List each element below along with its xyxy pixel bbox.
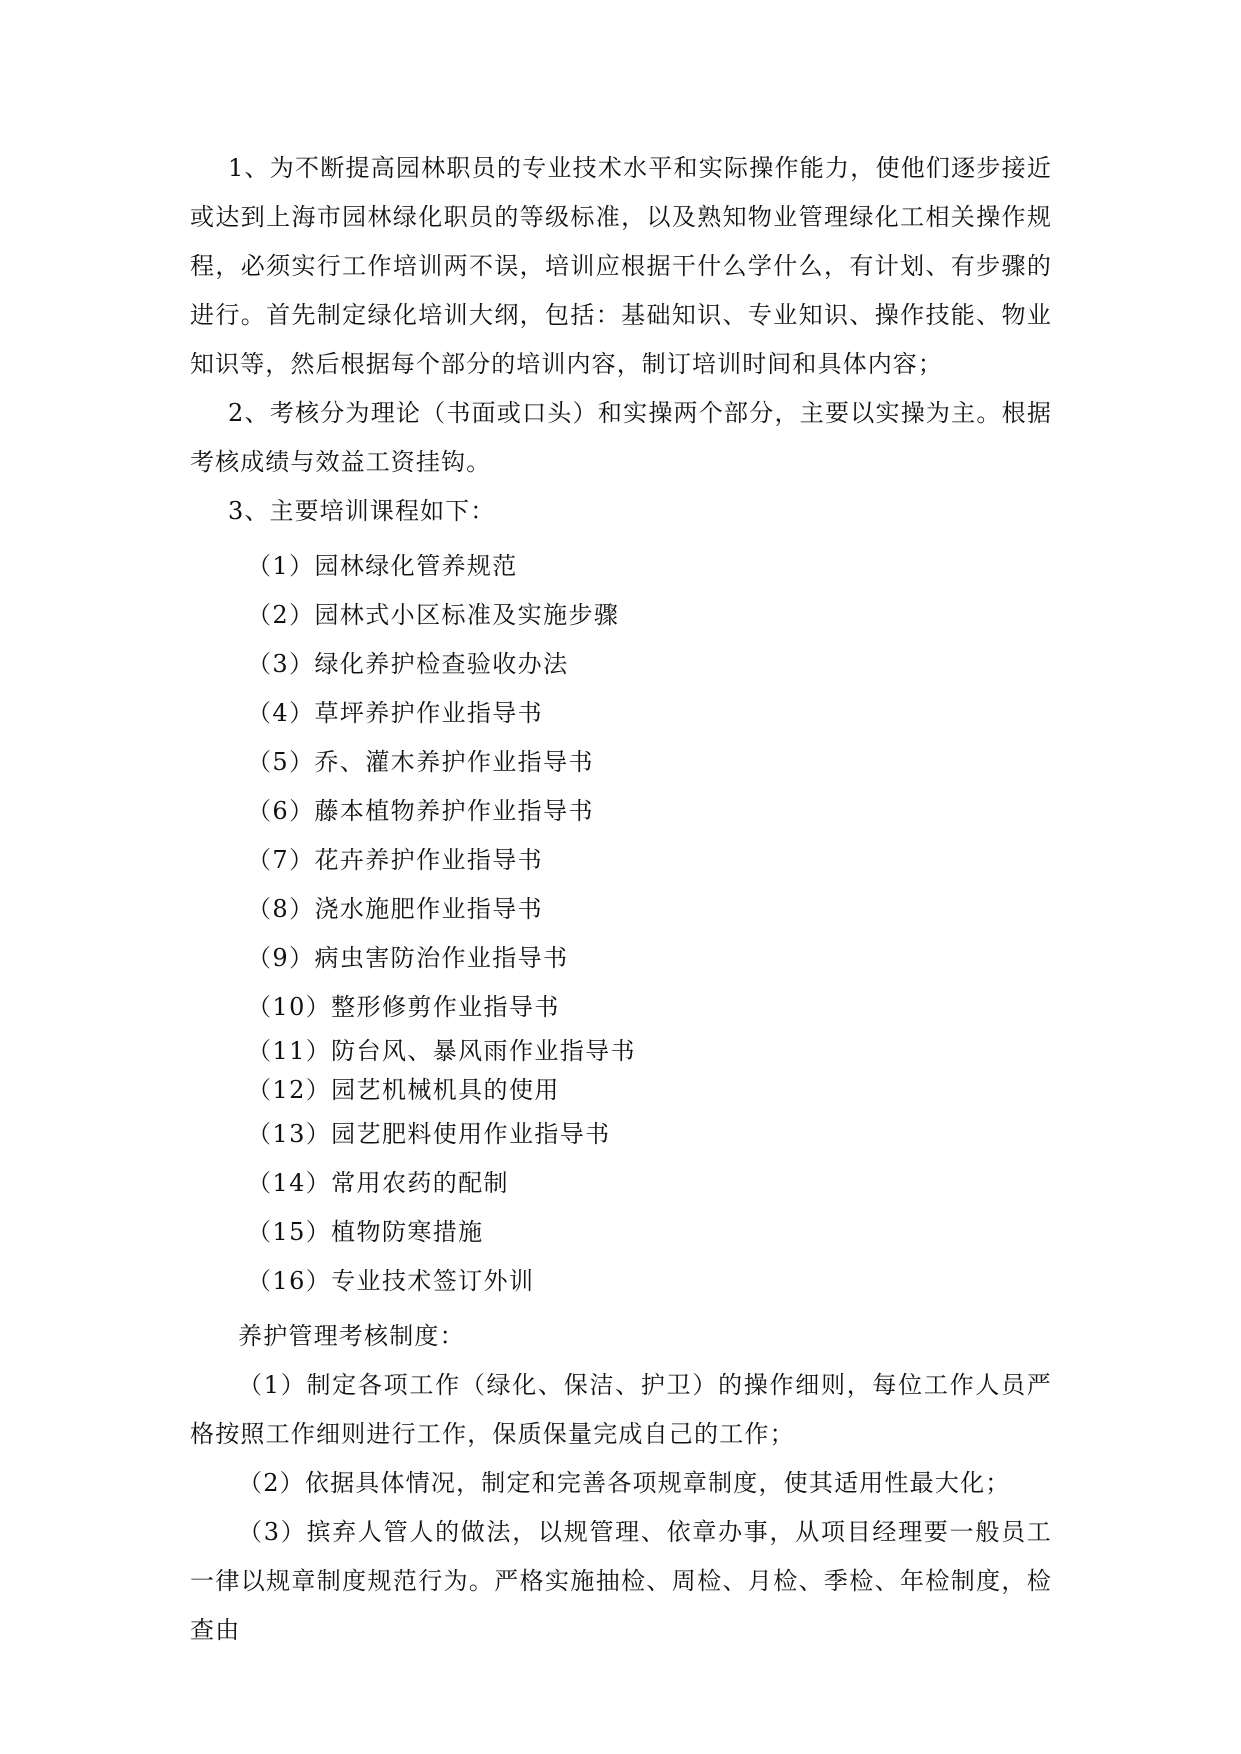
paragraph-courses-intro: 3、主要培训课程如下： — [228, 497, 496, 525]
course-item: （2）园林式小区标准及实施步骤 — [247, 601, 620, 629]
course-item: （14）常用农药的配制 — [247, 1169, 509, 1197]
course-item: （4）草坪养护作业指导书 — [247, 699, 544, 727]
course-item: （6）藤本植物养护作业指导书 — [247, 797, 594, 825]
course-item: （16）专业技术签订外训 — [247, 1267, 535, 1295]
course-item: （8）浇水施肥作业指导书 — [247, 895, 544, 923]
document-body — [190, 144, 1052, 1655]
paragraph-training-plan: 1、为不断提高园林职员的专业技术水平和实际操作能力，使他们逐步接近或达到上海市园林绿化职员的等级标准，以及熟知物业管理绿化工相关操作规程，必须实行工作培训两不误，培训应根据干什么学什么，有计划、有步骤的进行。首先制定绿化培训大纲，包括：基础知识、专业知识、操作技能、物业知识等，然后根据每个部分的培训内容，制订培训时间和具体内容； — [190, 154, 1052, 378]
course-item: （5）乔、灌木养护作业指导书 — [247, 748, 594, 776]
course-item: （11）防台风、暴风雨作业指导书 — [247, 1037, 636, 1065]
course-item: （10）整形修剪作业指导书 — [247, 993, 560, 1021]
course-item: （3）绿化养护检查验收办法 — [247, 650, 569, 678]
course-item: （1）园林绿化管养规范 — [247, 552, 518, 580]
course-item: （9）病虫害防治作业指导书 — [247, 944, 569, 972]
course-item: （7）花卉养护作业指导书 — [247, 846, 544, 874]
paragraph-assessment: 2、考核分为理论（书面或口头）和实操两个部分，主要以实操为主。根据考核成绩与效益工资挂钩。 — [190, 399, 1052, 476]
rule-paragraph: （1）制定各项工作（绿化、保洁、护卫）的操作细则，每位工作人员严格按照工作细则进行工作，保质保量完成自己的工作； — [190, 1371, 1052, 1448]
course-list — [190, 542, 1052, 1306]
section-title-maintenance-assessment: 养护管理考核制度： — [238, 1322, 465, 1350]
course-item: （15）植物防寒措施 — [247, 1218, 484, 1246]
course-item: （12）园艺机械机具的使用 — [247, 1076, 560, 1104]
rule-paragraph: （2）依据具体情况，制定和完善各项规章制度，使其适用性最大化； — [238, 1469, 1011, 1497]
course-item: （13）园艺肥料使用作业指导书 — [247, 1120, 611, 1148]
rule-paragraph: （3）摈弃人管人的做法，以规管理、依章办事，从项目经理要一般员工一律以规章制度规范行为。严格实施抽检、周检、月检、季检、年检制度，检查由 — [190, 1518, 1052, 1644]
